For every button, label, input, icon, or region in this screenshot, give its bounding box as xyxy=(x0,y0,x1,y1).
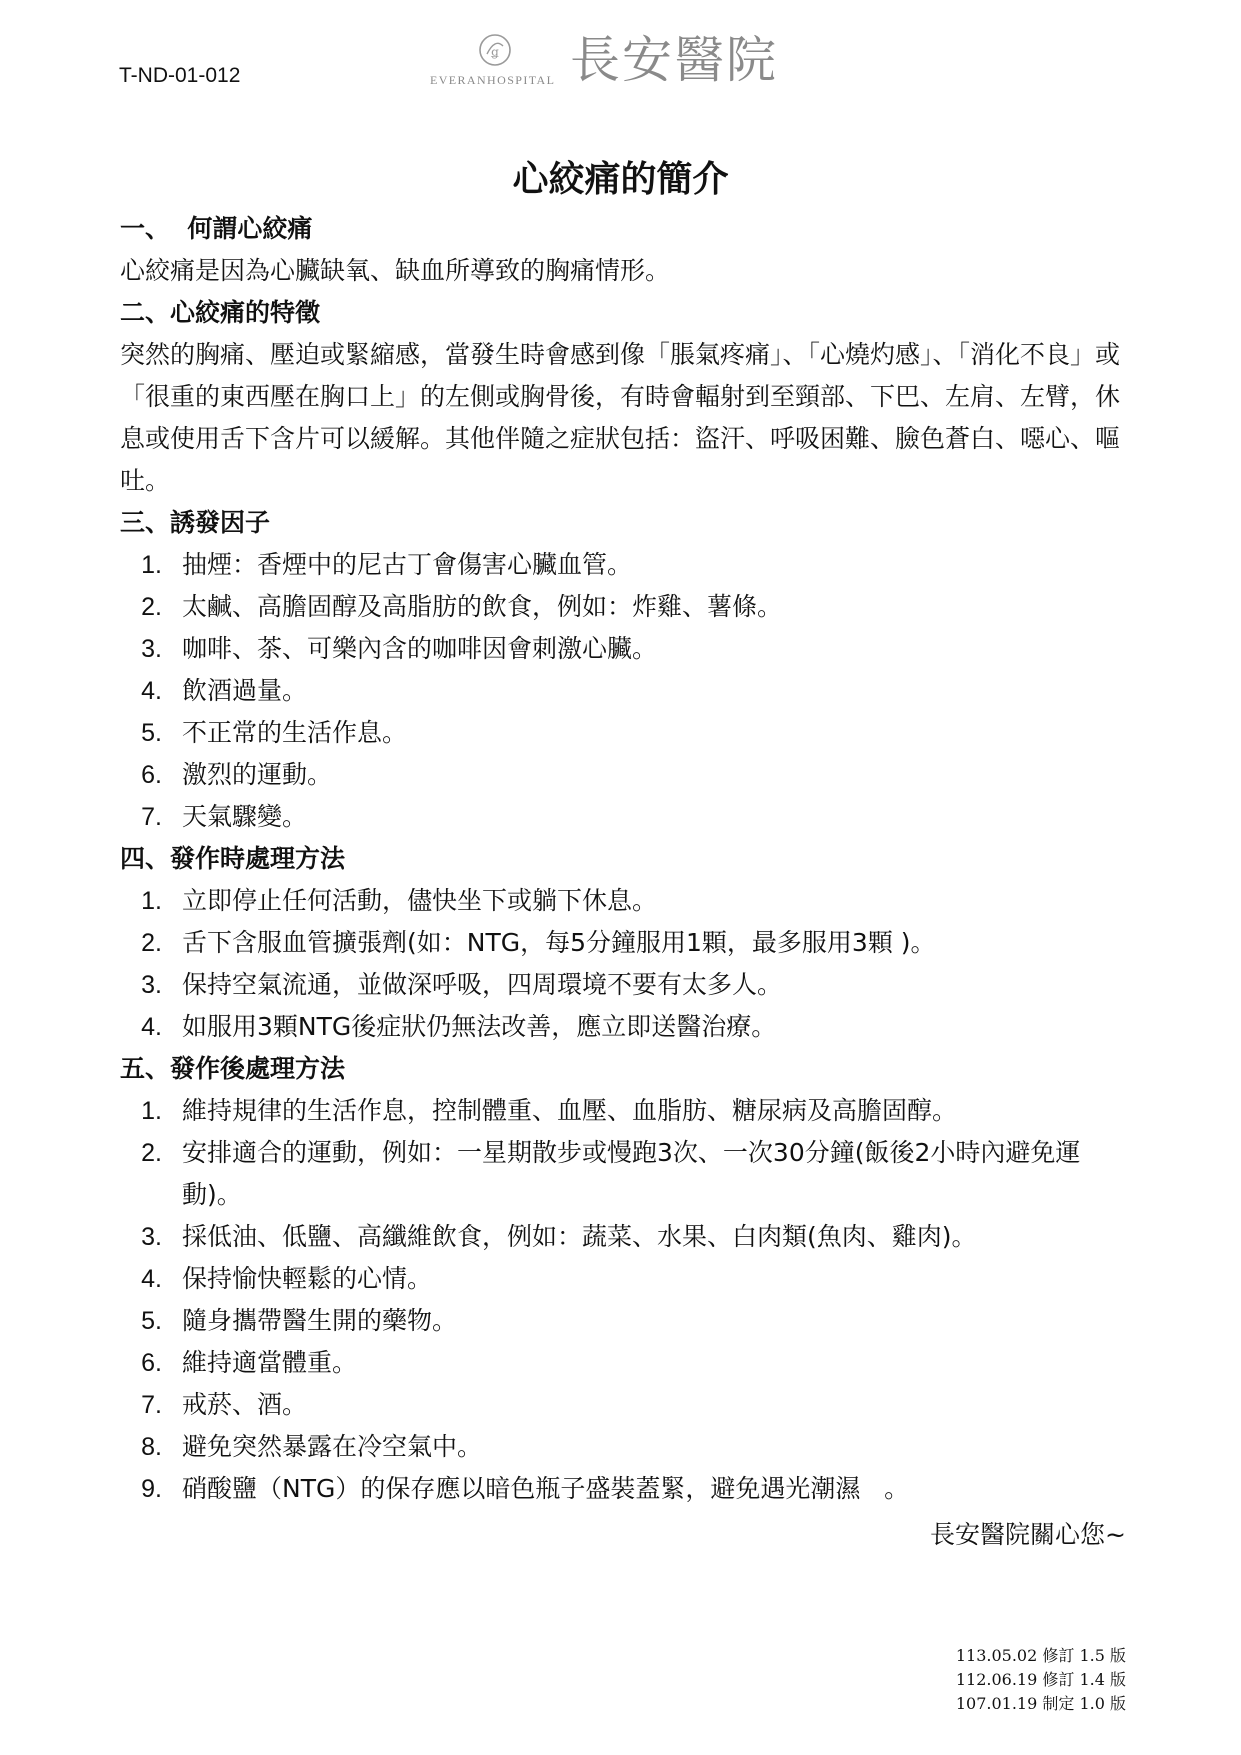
list-number: 6. xyxy=(141,761,162,789)
trigger-list xyxy=(120,544,1130,838)
list-item xyxy=(120,544,1130,586)
list-number: 9. xyxy=(141,1475,162,1503)
list-item xyxy=(120,1384,1130,1426)
list-number: 8. xyxy=(141,1433,162,1461)
list-item xyxy=(120,712,1130,754)
section-paragraph: 心絞痛是因為心臟缺氧、缺血所導致的胸痛情形。 xyxy=(120,256,671,285)
list-item-text: 激烈的運動。 xyxy=(182,760,333,789)
list-item xyxy=(120,1090,1130,1132)
list-item-text: 維持規律的生活作息，控制體重、血壓、血脂肪、糖尿病及高膽固醇。 xyxy=(182,1096,958,1125)
list-number: 2. xyxy=(141,593,162,621)
list-number: 1. xyxy=(141,1097,162,1125)
list-item xyxy=(120,880,1130,922)
list-item-text: 太鹹、高膽固醇及高脂肪的飲食，例如：炸雞、薯條。 xyxy=(182,592,783,621)
logo-english-name: EVERANHOSPITAL xyxy=(430,73,556,87)
section-heading: 二、心絞痛的特徵 xyxy=(120,298,321,327)
revision-line: 112.06.19 修訂 1.4 版 xyxy=(955,1670,1126,1689)
revision-line: 113.05.02 修訂 1.5 版 xyxy=(955,1646,1126,1665)
section-paragraph: 突然的胸痛、壓迫或緊縮感，當發生時會感到像「脹氣疼痛」、「心燒灼感」、「消化不良」或「很重的東西壓在胸口上」的左側或胸骨後，有時會輻射到至頸部、下巴、左肩、左臂，休息或使用舌下含片可以緩解。其他伴隨之症狀包括：盜汗、呼吸困難、臉色蒼白、噁心、嘔吐。 xyxy=(120,340,1121,495)
list-number: 3. xyxy=(141,635,162,663)
list-number: 2. xyxy=(141,929,162,957)
list-item xyxy=(120,1258,1130,1300)
svg-text:ǥ: ǥ xyxy=(491,45,499,59)
section-heading: 四、發作時處理方法 xyxy=(120,844,346,873)
section-heading: 三、誘發因子 xyxy=(120,508,271,537)
list-number: 7. xyxy=(141,803,162,831)
list-item-text: 咖啡、茶、可樂內含的咖啡因會刺激心臟。 xyxy=(182,634,658,663)
list-item xyxy=(120,1006,1130,1048)
list-item xyxy=(120,1216,1130,1258)
list-item-text: 維持適當體重。 xyxy=(182,1348,358,1377)
list-item-text: 抽煙：香煙中的尼古丁會傷害心臟血管。 xyxy=(182,550,633,579)
list-item xyxy=(120,754,1130,796)
hospital-logo xyxy=(430,28,830,98)
list-item-text: 天氣驟變。 xyxy=(182,802,308,831)
list-item-text: 舌下含服血管擴張劑(如：NTG，每5分鐘服用1顆，最多服用3顆 )。 xyxy=(182,928,936,957)
logo-chinese-name: 長安醫院 xyxy=(570,31,778,89)
list-item xyxy=(120,1426,1130,1468)
list-item-text: 採低油、低鹽、高纖維飲食，例如：蔬菜、水果、白肉類(魚肉、雞肉)。 xyxy=(182,1222,977,1251)
section-definition xyxy=(120,208,1130,292)
list-number: 7. xyxy=(141,1391,162,1419)
section-characteristics xyxy=(120,292,1130,502)
list-item xyxy=(120,922,1130,964)
section-heading: 五、發作後處理方法 xyxy=(120,1054,346,1083)
section-triggers xyxy=(120,502,1130,838)
document-body xyxy=(120,208,1130,1510)
list-item-text: 隨身攜帶醫生開的藥物。 xyxy=(182,1306,458,1335)
closing-greeting: 長安醫院關心您~ xyxy=(930,1520,1126,1549)
list-number: 6. xyxy=(141,1349,162,1377)
page-title: 心絞痛的簡介 xyxy=(512,159,729,200)
list-item xyxy=(120,1132,1130,1216)
list-item xyxy=(120,586,1130,628)
list-number: 4. xyxy=(141,677,162,705)
during-attack-list xyxy=(120,880,1130,1048)
list-item-text: 飲酒過量。 xyxy=(182,676,308,705)
list-number: 4. xyxy=(141,1013,162,1041)
document-code: T-ND-01-012 xyxy=(119,64,241,87)
list-item-text: 保持愉快輕鬆的心情。 xyxy=(182,1264,433,1293)
section-after-attack xyxy=(120,1048,1130,1510)
list-item-text: 如服用3顆NTG後症狀仍無法改善，應立即送醫治療。 xyxy=(182,1012,777,1041)
list-item xyxy=(120,796,1130,838)
list-item xyxy=(120,1468,1130,1510)
list-item-text: 安排適合的運動，例如：一星期散步或慢跑3次、一次30分鐘(飯後2小時內避免運動)。 xyxy=(182,1138,1081,1209)
section-during-attack xyxy=(120,838,1130,1048)
list-item-text: 保持空氣流通，並做深呼吸，四周環境不要有太多人。 xyxy=(182,970,783,999)
revision-history xyxy=(956,1644,1126,1716)
list-number: 5. xyxy=(141,719,162,747)
list-number: 1. xyxy=(141,887,162,915)
after-attack-list xyxy=(120,1090,1130,1510)
list-item-text: 硝酸鹽（NTG）的保存應以暗色瓶子盛裝蓋緊，避免遇光潮濕 。 xyxy=(182,1474,910,1503)
list-item-text: 不正常的生活作息。 xyxy=(182,718,408,747)
list-item-text: 立即停止任何活動，儘快坐下或躺下休息。 xyxy=(182,886,658,915)
list-number: 1. xyxy=(141,551,162,579)
list-item xyxy=(120,628,1130,670)
list-number: 3. xyxy=(141,971,162,999)
list-item xyxy=(120,670,1130,712)
list-number: 3. xyxy=(141,1223,162,1251)
revision-line: 107.01.19 制定 1.0 版 xyxy=(955,1694,1126,1713)
list-item-text: 避免突然暴露在冷空氣中。 xyxy=(182,1432,483,1461)
section-heading: 一、 何謂心絞痛 xyxy=(120,214,313,243)
list-number: 2. xyxy=(141,1139,162,1167)
list-number: 4. xyxy=(141,1265,162,1293)
list-item xyxy=(120,1342,1130,1384)
list-number: 5. xyxy=(141,1307,162,1335)
list-item xyxy=(120,964,1130,1006)
list-item-text: 戒菸、酒。 xyxy=(182,1390,308,1419)
hospital-emblem-icon xyxy=(477,32,513,68)
list-item xyxy=(120,1300,1130,1342)
